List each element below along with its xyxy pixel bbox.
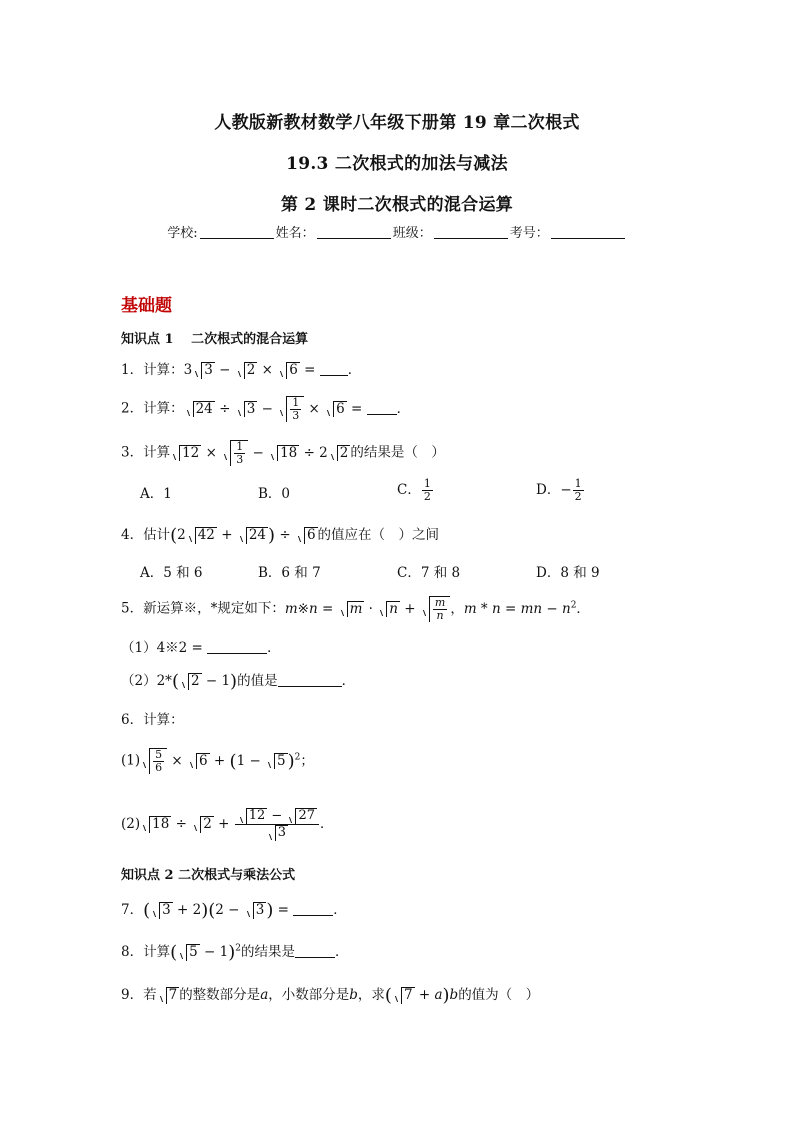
student-info-line <box>0 222 794 241</box>
knowledge-point-2: 知识点 2 二次根式与乘法公式 <box>121 868 296 883</box>
option-d[interactable]: D．− $\frac{1}{2}$ <box>536 477 582 504</box>
lesson-title: 第 2 课时二次根式的混合运算 <box>280 195 514 215</box>
option-d[interactable]: D．8 和 9 <box>536 565 600 581</box>
question-7: 7．( 3 + 2)(2 − 3 ) = ． <box>121 900 347 921</box>
answer-blank[interactable] <box>278 674 342 687</box>
exam-no-field[interactable] <box>551 226 625 239</box>
question-6-part-2: (2) 18 ÷ 2 + $\frac{12 - 27}{3}$ ． <box>121 808 334 840</box>
name-label: 姓名： <box>275 226 315 241</box>
doc-title: 人教版新教材数学八年级下册第 19 章二次根式 <box>214 113 580 133</box>
school-label: 学校: <box>167 226 198 241</box>
answer-blank[interactable] <box>295 945 335 958</box>
option-c[interactable]: C．7 和 8 <box>397 565 461 581</box>
answer-blank[interactable] <box>367 402 397 415</box>
option-c[interactable]: C． $\frac{1}{2}$ <box>397 477 431 504</box>
school-field[interactable] <box>200 226 274 239</box>
name-field[interactable] <box>317 226 391 239</box>
section-title: 19.3 二次根式的加法与减法 <box>286 154 508 174</box>
answer-blank[interactable] <box>320 363 348 376</box>
exam-no-label: 考号： <box>509 226 549 241</box>
question-4-options <box>0 561 794 581</box>
question-3-options <box>0 477 794 504</box>
option-b[interactable]: B．0 <box>258 486 291 502</box>
question-9: 9．若 7 的整数部分是a，小数部分是b，求( 7 + a)b的值为（ ） <box>121 985 540 1006</box>
question-5: 5．新运算※，*规定如下：m※n = m · n + $\frac{m}{n}$ ，m * n = mn − $n^2$． <box>121 596 590 623</box>
question-5-part-1: （1）4※2 = ． <box>121 640 281 656</box>
question-2: 2．计算： 24 ÷ 3 − $\frac{1}{3}$ × 6 = ． <box>121 396 411 423</box>
option-a[interactable]: A．1 <box>140 486 172 502</box>
option-a[interactable]: A．5 和 6 <box>140 565 203 581</box>
question-5-part-2: （2）2*( 2 − 1)的值是 ． <box>121 671 356 692</box>
basic-section-heading: 基础题 <box>121 296 172 316</box>
class-label: 班级： <box>392 226 432 241</box>
question-3: 3．计算 12 × $\frac{1}{3}$ − 18 ÷ 2 2 的结果是（ ） <box>121 440 445 467</box>
question-6-part-1: (1) $\frac{5}{6}$ × 6 + (1 − 5 )$^2$； <box>121 748 314 775</box>
question-8: 8．计算( 5 − 1)$^2$的结果是 ． <box>121 942 349 963</box>
knowledge-point-1: 知识点 1 二次根式的混合运算 <box>121 332 309 347</box>
question-4: 4．估计(2 42 + 24 ) ÷ 6 的值应在（ ）之间 <box>121 525 440 546</box>
question-6: 6．计算： <box>121 712 184 728</box>
answer-blank[interactable] <box>207 641 267 654</box>
option-b[interactable]: B．6 和 7 <box>258 565 321 581</box>
answer-blank[interactable] <box>293 903 333 916</box>
question-1: 1．计算：3 3 − 2 × 6 = ． <box>121 362 362 379</box>
class-field[interactable] <box>434 226 508 239</box>
